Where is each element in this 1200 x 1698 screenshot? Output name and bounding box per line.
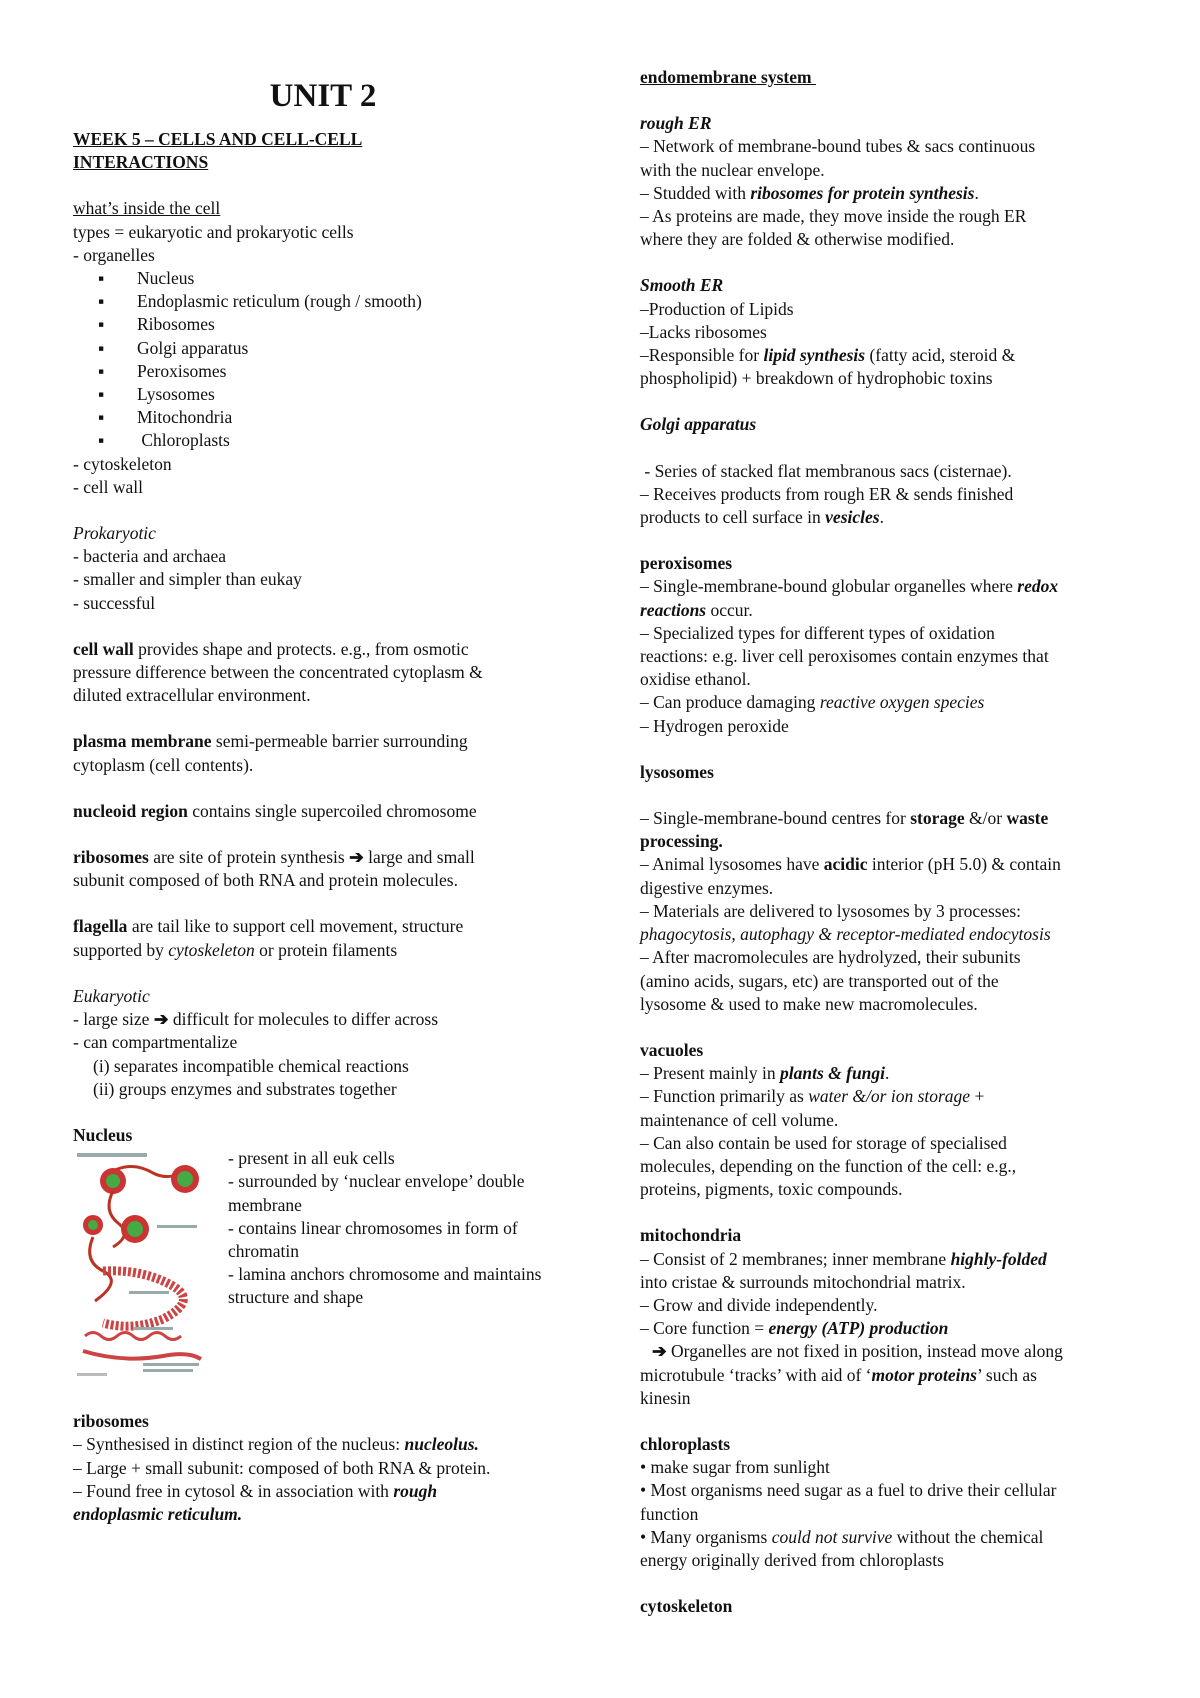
- cell-wall-definition: cell wall provides shape and protects. e.g., from osmotic pressure difference between the concentrated cytoplasm & diluted extracellular environment.: [73, 638, 483, 706]
- list-item: - present in all euk cells: [228, 1148, 395, 1169]
- types-line: types = eukaryotic and prokaryotic cells: [73, 221, 354, 242]
- peroxisomes-heading: peroxisomes: [640, 553, 733, 574]
- lysosomes-section: lysosomes – Single-membrane-bound centres for storage &/or waste processing. – Animal lysosomes have acidic interior (pH 5.0) & contain digestive enzymes. – Materials are delivered to lysosomes by 3 processes: phagocytosis, autophagy & receptor-mediated endocytosis – After macromolecules are hydrolyzed, their subunits (amino acids, sugars, etc) are transported out of the lysosome & used to make new macromolecules.: [640, 761, 1140, 1016]
- list-item: ▪ Endoplasmic reticulum (rough / smooth): [73, 290, 573, 313]
- mitochondria-heading: mitochondria: [640, 1225, 742, 1246]
- cell-wall-line: - cell wall: [73, 476, 143, 497]
- arrow-right-icon: ➔: [652, 1341, 667, 1362]
- nucleus-chromatin-figure: [73, 1151, 213, 1379]
- chloroplasts-heading: chloroplasts: [640, 1433, 731, 1454]
- nucleus-points: [228, 1147, 573, 1309]
- cytoskeleton-heading: cytoskeleton: [640, 1596, 733, 1617]
- bullet-icon: ▪: [98, 430, 105, 451]
- golgi-section: Golgi apparatus - Series of stacked flat membranous sacs (cisternae). – Receives products from rough ER & sends finished products to cell surface in vesicles.: [640, 413, 1140, 529]
- ribosomes-section: ribosomes – Synthesised in distinct region of the nucleus: nucleolus. – Large + small subunit: composed of both RNA & protein. – Found free in cytosol & in association with rough endoplasmic reticulum.: [73, 1410, 573, 1526]
- vacuoles-heading: vacuoles: [640, 1039, 704, 1060]
- peroxisomes-section: peroxisomes – Single-membrane-bound globular organelles where redox reactions occur. – Specialized types for different types of oxidation reactions: e.g. liver cell peroxisomes contain enzymes that oxidise ethanol. – Can produce damaging reactive oxygen species – Hydrogen peroxide: [640, 552, 1140, 738]
- nucleus-section: [73, 1147, 573, 1387]
- endomembrane-heading: endomembrane system: [640, 67, 816, 87]
- mitochondria-section: mitochondria – Consist of 2 membranes; inner membrane highly-folded into cristae & surrounds mitochondrial matrix. – Grow and divide independently. – Core function = energy (ATP) production ➔ Organelles are not fixed in position, instead move along microtubule ‘tracks’ with aid of ‘motor proteins’ such as kinesin: [640, 1224, 1140, 1410]
- cytoskeleton-line: - cytoskeleton: [73, 453, 172, 474]
- cell-wall-term: cell wall: [73, 638, 134, 659]
- arrow-right-icon: ➔: [153, 1009, 169, 1030]
- ribosomes-term: ribosomes: [73, 847, 149, 868]
- flagella-term: flagella: [73, 916, 128, 937]
- list-item: - smaller and simpler than eukay: [73, 569, 302, 590]
- prokaryotic-section: [73, 522, 573, 615]
- list-item: ▪ Nucleus: [73, 267, 573, 290]
- nucleoid-term: nucleoid region: [73, 800, 188, 821]
- list-item: - surrounded by ‘nuclear envelope’ double membrane: [228, 1171, 525, 1215]
- bullet-icon: ▪: [98, 291, 105, 312]
- nucleoid-definition: nucleoid region contains single supercoiled chromosome: [73, 800, 477, 821]
- vacuoles-section: vacuoles – Present mainly in plants & fungi. – Function primarily as water &/or ion storage + maintenance of cell volume. – Can also contain be used for storage of specialised molecules, depending on the function of the cell: e.g., proteins, pigments, toxic compounds.: [640, 1039, 1140, 1201]
- inside-cell-section: [73, 197, 573, 499]
- lysosomes-heading: lysosomes: [640, 761, 714, 782]
- golgi-heading: Golgi apparatus: [640, 414, 757, 435]
- plasma-membrane-definition: plasma membrane semi-permeable barrier surrounding cytoplasm (cell contents).: [73, 731, 468, 775]
- eukaryotic-section: Eukaryotic - large size ➔ difficult for molecules to differ across - can compartmentalize (i) separates incompatible chemical reactions (ii) groups enzymes and substrates together: [73, 985, 573, 1101]
- flagella-definition: flagella are tail like to support cell movement, structure supported by cytoskeleton or protein filaments: [73, 916, 464, 960]
- ribosomes-definition: ribosomes are site of protein synthesis ➔ large and small subunit composed of both RNA and protein molecules.: [73, 847, 475, 891]
- list-item: ▪ Peroxisomes: [73, 360, 573, 383]
- list-item: ▪ Mitochondria: [73, 406, 573, 429]
- bullet-icon: ▪: [98, 384, 105, 405]
- left-column: [73, 66, 573, 1549]
- arrow-right-icon: ➔: [349, 847, 364, 868]
- bullet-icon: ▪: [98, 407, 105, 428]
- list-item: - contains linear chromosomes in form of chromatin: [228, 1217, 518, 1261]
- organelle-list: [73, 267, 573, 453]
- prokaryotic-heading: Prokaryotic: [73, 523, 156, 544]
- rough-er-heading: rough ER: [640, 113, 712, 134]
- list-item: - bacteria and archaea: [73, 546, 227, 567]
- list-item: - successful: [73, 592, 156, 613]
- plasma-membrane-term: plasma membrane: [73, 731, 212, 752]
- bullet-icon: ▪: [98, 268, 105, 289]
- list-item: ▪ Ribosomes: [73, 313, 573, 336]
- page-title: UNIT 2: [269, 78, 377, 114]
- list-item: ▪ Golgi apparatus: [73, 337, 573, 360]
- right-column: [640, 66, 1140, 1618]
- eukaryotic-heading: Eukaryotic: [73, 985, 150, 1006]
- week-heading: [73, 128, 573, 174]
- ribosomes-heading: ribosomes: [73, 1411, 149, 1432]
- smooth-er-heading: Smooth ER: [640, 275, 724, 296]
- chloroplasts-section: chloroplasts • make sugar from sunlight • Most organisms need sugar as a fuel to drive their cellular function • Many organisms could not survive without the chemical energy originally derived from chloroplasts: [640, 1433, 1140, 1572]
- bullet-icon: ▪: [98, 360, 105, 381]
- list-item: ▪ Chloroplasts: [73, 429, 573, 452]
- bullet-icon: ▪: [98, 314, 105, 335]
- smooth-er-section: Smooth ER –Production of Lipids –Lacks ribosomes –Responsible for lipid synthesis (fatty acid, steroid & phospholipid) + breakdown of hydrophobic toxins: [640, 274, 1140, 390]
- week-heading-line-1: WEEK 5 – CELLS AND CELL-CELL: [73, 129, 363, 149]
- list-item: - lamina anchors chromosome and maintains structure and shape: [228, 1264, 542, 1308]
- inside-cell-heading: what’s inside the cell: [73, 198, 221, 219]
- rough-er-section: rough ER – Network of membrane-bound tubes & sacs continuous with the nuclear envelope. – Studded with ribosomes for protein synthesis. – As proteins are made, they move inside the rough ER where they are folded & otherwise modified.: [640, 112, 1140, 251]
- week-heading-line-2: INTERACTIONS: [73, 152, 209, 173]
- nucleus-heading: Nucleus: [73, 1124, 133, 1145]
- bullet-icon: ▪: [98, 337, 105, 358]
- organelles-label: - organelles: [73, 244, 155, 265]
- list-item: ▪ Lysosomes: [73, 383, 573, 406]
